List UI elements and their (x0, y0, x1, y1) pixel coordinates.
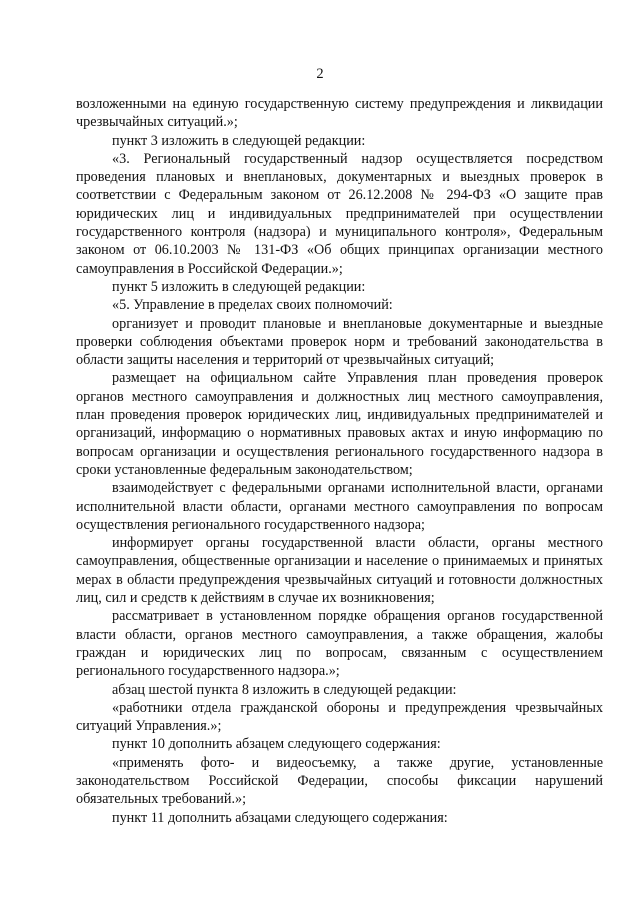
paragraph: «5. Управление в пределах своих полномочий: (112, 297, 393, 314)
paragraph: пункт 3 изложить в следующей редакции: (112, 132, 366, 149)
paragraph: «применять фото- и видеосъемку, а также другие, установленные законодательством Российской Федерации, способы фиксации нарушений обязательных требований.»; (76, 754, 603, 808)
paragraph: взаимодействует с федеральными органами исполнительной власти, органами исполнительной власти области, органами местного самоуправления по вопросам осуществления регионального государственного надзора; (76, 480, 603, 533)
paragraph: рассматривает в установленном порядке обращения органов государственной власти области, органов местного самоуправления, а также обращения, жалобы граждан и юридических лиц по вопросам, связанным с осуществлением регионального государственного надзора.»; (76, 608, 603, 680)
paragraph: возложенными на единую государственную систему предупреждения и ликвидации чрезвычайных ситуаций.»; (76, 96, 603, 131)
paragraph: «работники отдела гражданской обороны и предупреждения чрезвычайных ситуаций Управления.»; (76, 699, 603, 735)
paragraph: «3. Региональный государственный надзор осуществляется посредством проведения плановых и внеплановых, документарных и выездных проверок в соответствии с Федеральным законом от 26.12.2008 № 294-ФЗ «О защите прав юридических лиц и индивидуальных предпринимателей при осуществлении государственного контроля (надзора) и муниципального контроля», Федеральным законом от 06.10.2003 № 131-ФЗ «Об общих принципах организации местного самоуправления в Российской Федерации.»; (76, 150, 603, 277)
paragraph: организует и проводит плановые и внеплановые документарные и выездные проверки соблюдения объектами проверок норм и требований законодательства в области защиты населения и территорий от чрезвычайных ситуаций; (76, 315, 603, 369)
paragraph: пункт 5 изложить в следующей редакции: (112, 278, 366, 295)
page-number: 2 (316, 66, 324, 82)
paragraph: информирует органы государственной власти области, органы местного самоуправления, общественные организации и население о принимаемых и принятых мерах в области предупреждения чрезвычайных ситуаций и готовности должностных лиц, сил и средств к действиям в случае их возникновения; (76, 535, 603, 607)
paragraph: пункт 11 дополнить абзацами следующего содержания: (112, 809, 448, 826)
paragraph: абзац шестой пункта 8 изложить в следующей редакции: (112, 681, 457, 698)
paragraph: пункт 10 дополнить абзацем следующего содержания: (112, 736, 441, 753)
paragraph: размещает на официальном сайте Управления план проведения проверок органов местного самоуправления и должностных лиц местного самоуправления, план проведения проверок юридических лиц, индивидуальных предпринимателей и организаций, информацию о нормативных правовых актах и иную информацию по вопросам организации и осуществления регионального государственного надзора в сроки установленные федеральным законодательством; (76, 370, 603, 478)
document-body (76, 95, 603, 827)
